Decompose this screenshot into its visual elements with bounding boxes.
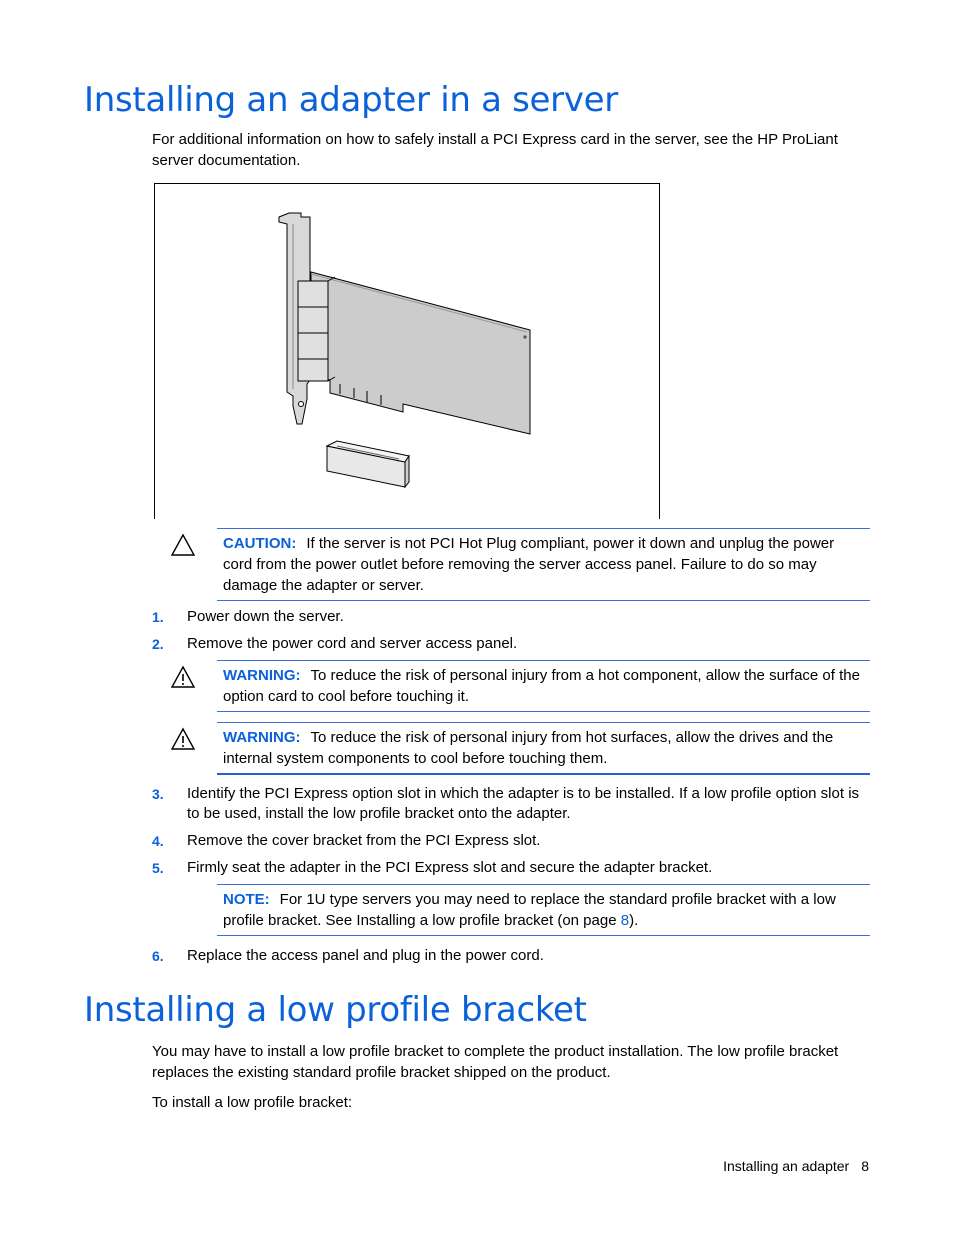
step-number: 3. <box>152 786 164 802</box>
caution-triangle-icon <box>171 533 195 557</box>
low-profile-lead: To install a low profile bracket: <box>152 1094 353 1111</box>
step-6 <box>152 946 872 966</box>
warning-exclamation-triangle-icon <box>171 665 195 689</box>
caution-text: If the server is not PCI Hot Plug compliant, power it down and unplug the power cord from the power outlet before removing the server access panel. Failure to do so may damage the adapter or server. <box>223 535 835 594</box>
step-number: 2. <box>152 636 164 652</box>
footer-page-number: 8 <box>861 1158 869 1174</box>
warning-exclamation-triangle-icon <box>171 727 195 751</box>
step-number: 4. <box>152 833 164 849</box>
warning-label: WARNING: <box>223 729 301 746</box>
step-4 <box>152 831 872 851</box>
warning-text: To reduce the risk of personal injury from a hot component, allow the surface of the option card to cool before touching it. <box>223 667 860 705</box>
intro-paragraph: For additional information on how to safely install a PCI Express card in the server, see the HP ProLiant server documentation. <box>152 131 838 169</box>
note-label: NOTE: <box>223 891 270 908</box>
step-text: Power down the server. <box>187 608 344 625</box>
step-5 <box>152 858 872 878</box>
step-text: Firmly seat the adapter in the PCI Express slot and secure the adapter bracket. <box>187 859 713 876</box>
warning-notice-hot-component <box>217 660 870 712</box>
page-footer <box>723 1158 869 1174</box>
page-title: Installing an adapter in a server <box>84 80 618 120</box>
section-title-low-profile: Installing a low profile bracket <box>84 990 587 1030</box>
note-text-end: ). <box>629 912 639 929</box>
step-text: Remove the power cord and server access panel. <box>187 635 518 652</box>
step-3 <box>152 784 872 824</box>
warning-label: WARNING: <box>223 667 301 684</box>
caution-notice <box>217 528 870 601</box>
caution-label: CAUTION: <box>223 535 297 552</box>
step-number: 5. <box>152 860 164 876</box>
warning-text: To reduce the risk of personal injury from hot surfaces, allow the drives and the internal system components to cool before touching them. <box>223 729 834 767</box>
step-number: 6. <box>152 948 164 964</box>
step-text: Remove the cover bracket from the PCI Express slot. <box>187 832 541 849</box>
step-1 <box>152 607 872 627</box>
low-profile-intro: You may have to install a low profile bracket to complete the product installation. The low profile bracket replaces the existing standard profile bracket shipped on the product. <box>152 1043 839 1081</box>
note-notice <box>217 884 870 936</box>
adapter-illustration <box>154 183 660 519</box>
footer-section: Installing an adapter <box>723 1158 850 1174</box>
step-2 <box>152 634 872 654</box>
warning-notice-hot-surfaces <box>217 722 870 775</box>
page-link[interactable]: 8 <box>620 912 630 929</box>
note-text: For 1U type servers you may need to replace the standard profile bracket with a low profile bracket. See Installing a low profile bracket (on page <box>223 891 836 929</box>
step-text: Identify the PCI Express option slot in which the adapter is to be installed. If a low profile option slot is to be used, install the low profile bracket onto the adapter. <box>187 785 860 822</box>
pci-card-drawing <box>155 184 659 519</box>
step-text: Replace the access panel and plug in the power cord. <box>187 947 544 964</box>
step-number: 1. <box>152 609 164 625</box>
